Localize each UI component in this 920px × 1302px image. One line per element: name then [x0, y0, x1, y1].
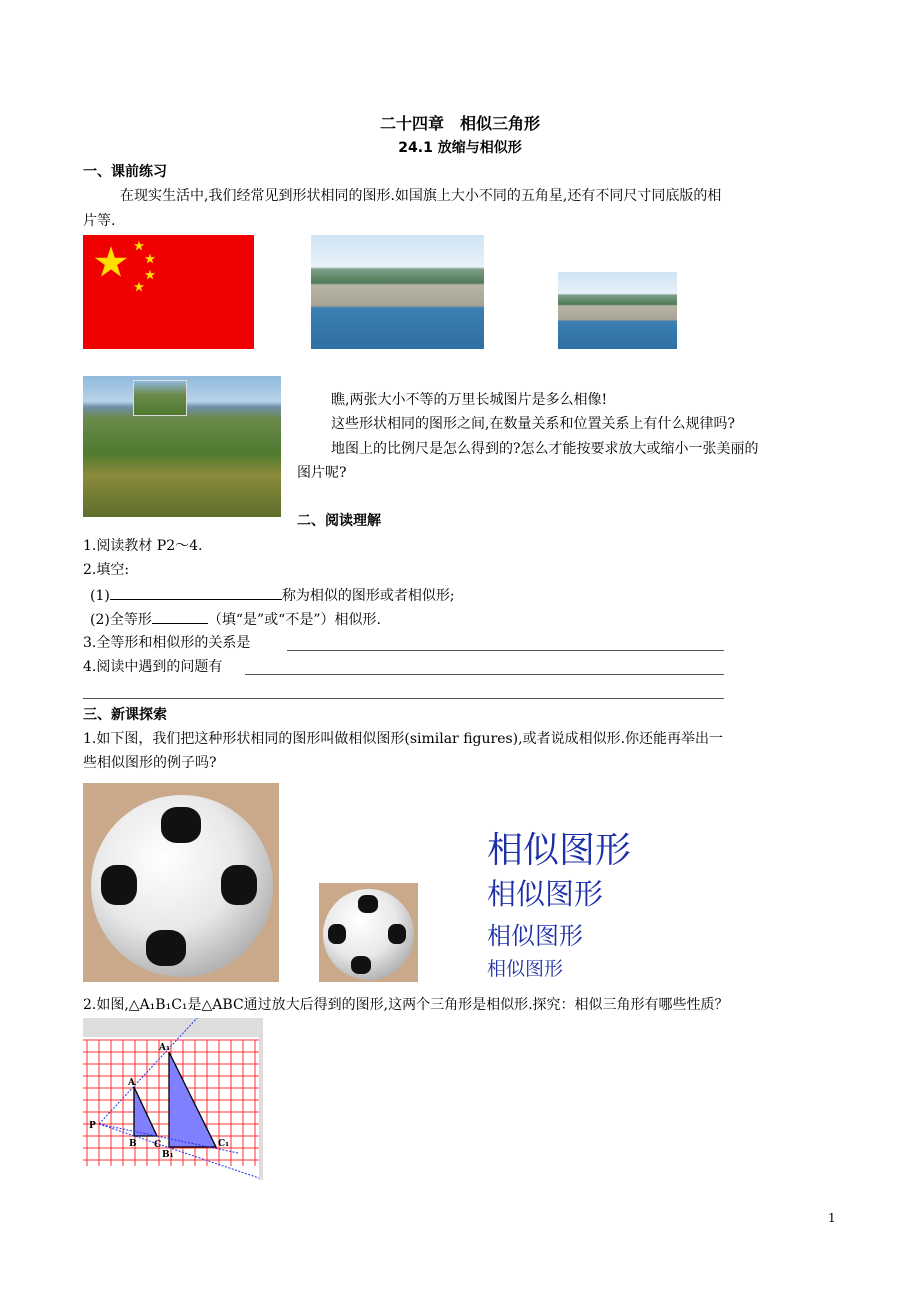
similar-word-m: 相似图形 [487, 922, 583, 950]
answer-line-4[interactable] [245, 674, 724, 675]
reading-item-3: 3.全等形和相似形的关系是 [83, 635, 251, 651]
reading-item-1: 1.阅读教材 P2～4. [83, 538, 203, 554]
label-a1: A₁ [159, 1043, 170, 1053]
section-title: 24.1 放缩与相似形 [398, 140, 522, 156]
label-c1: C₁ [218, 1139, 230, 1149]
soccer-ball-photo-large [83, 783, 279, 982]
great-wall-photo [83, 376, 281, 517]
heading-1: 一、课前练习 [83, 164, 167, 180]
dam-photo-small [558, 272, 677, 349]
gw-line-4: 图片呢? [297, 465, 347, 481]
intro-line-1: 在现实生活中,我们经常见到形状相同的图形.如国旗上大小不同的五角星,还有不同尺寸同底版的相 [120, 188, 722, 204]
triangle-grid-diagram [83, 1018, 263, 1180]
soccer-ball-small [323, 889, 414, 980]
label-b1: B₁ [162, 1150, 174, 1160]
reading-item-2: 2.填空: [83, 562, 130, 578]
china-flag-image [83, 235, 254, 349]
fill-item-1-suffix: 称为相似的图形或者相似形; [281, 588, 455, 604]
fill-item-2-suffix: （填“是”或“不是”）相似形. [207, 612, 381, 628]
fill-item-2-prefix: (2)全等形 [90, 612, 152, 628]
page-number: 1 [828, 1211, 836, 1225]
heading-3: 三、新课探索 [83, 707, 167, 723]
great-wall-inset-photo [133, 380, 187, 416]
label-p: P [89, 1121, 96, 1131]
chapter-title: 二十四章 相似三角形 [379, 114, 540, 133]
heading-2: 二、阅读理解 [297, 513, 381, 529]
star-icons [83, 235, 254, 349]
answer-line-5[interactable] [83, 698, 724, 699]
gw-line-3: 地图上的比例尺是怎么得到的?怎么才能按要求放大或缩小一张美丽的 [331, 441, 759, 457]
similar-word-s: 相似图形 [487, 958, 564, 980]
soccer-ball-photo-small [319, 883, 418, 982]
fill-item-1 [90, 585, 455, 605]
label-a: A [128, 1078, 135, 1088]
fill-item-1-prefix: (1) [90, 588, 110, 604]
blank-2[interactable] [152, 609, 208, 624]
dam-photo-large [311, 235, 484, 349]
fill-item-2 [90, 609, 381, 629]
gw-line-1: 瞧,两张大小不等的万里长城图片是多么相像! [331, 392, 608, 408]
soccer-ball-large [91, 795, 273, 977]
answer-line-3[interactable] [287, 650, 724, 651]
label-c: C [154, 1140, 162, 1150]
intro-line-2: 片等. [83, 213, 116, 229]
reading-item-4: 4.阅读中遇到的问题有 [83, 659, 223, 675]
similar-triangles-figure [83, 1018, 263, 1180]
label-b: B [129, 1139, 137, 1149]
explore-line-1: 1.如下图，我们把这种形状相同的图形叫做相似图形(similar figures),或者说成相似形.你还能再举出一 [83, 731, 724, 747]
similar-word-l: 相似图形 [487, 877, 604, 911]
explore-line-2: 些相似图形的例子吗? [83, 755, 217, 771]
similar-word-xl: 相似图形 [487, 830, 632, 871]
blank-1[interactable] [110, 585, 282, 600]
gw-line-2: 这些形状相同的图形之间,在数量关系和位置关系上有什么规律吗? [331, 416, 735, 432]
explore-item-2: 2.如图,△A₁B₁C₁是△ABC通过放大后得到的图形,这两个三角形是相似形.探究：相似三角形有哪些性质？ [83, 997, 729, 1013]
